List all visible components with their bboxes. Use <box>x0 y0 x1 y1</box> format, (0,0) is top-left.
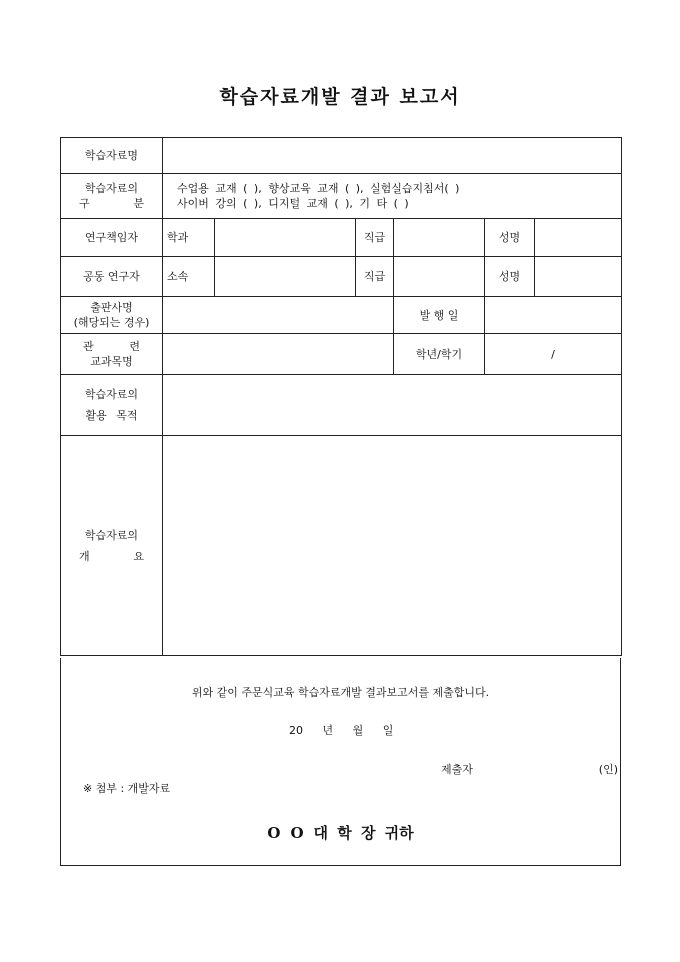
grade-semester-label: 학년/학기 <box>394 334 485 375</box>
publisher-label: 출판사명 (해당되는 경우) <box>61 297 163 334</box>
rank-field-2[interactable] <box>394 257 485 297</box>
related-course-field[interactable] <box>163 334 394 375</box>
row-material-type <box>61 174 622 219</box>
pubdate-field[interactable] <box>485 297 622 334</box>
dept-field[interactable] <box>215 219 356 257</box>
attachment-note: ※ 첨부 : 개발자료 <box>83 782 171 795</box>
purpose-field[interactable] <box>163 375 622 436</box>
row-related-course <box>61 334 622 375</box>
material-type-label-line1: 학습자료의 <box>84 182 139 195</box>
material-type-options-line2: 사이버 강의 ( ), 디지털 교재 ( ), 기 타 ( ) <box>177 197 409 210</box>
affiliation-field[interactable] <box>215 257 356 297</box>
name-field-1[interactable] <box>535 219 622 257</box>
co-researcher-label: 공동 연구자 <box>61 257 163 297</box>
lead-researcher-label: 연구책임자 <box>61 219 163 257</box>
name-field-2[interactable] <box>535 257 622 297</box>
row-purpose <box>61 375 622 436</box>
rank-field-1[interactable] <box>394 219 485 257</box>
row-summary <box>61 436 622 656</box>
related-course-label: 관 련 교과목명 <box>61 334 163 375</box>
report-form-table <box>60 137 622 656</box>
row-co-researcher <box>61 257 622 297</box>
row-lead-researcher <box>61 219 622 257</box>
addressee: O O 대 학 장 귀하 <box>267 824 414 842</box>
material-name-field[interactable] <box>163 138 622 174</box>
pubdate-label: 발 행 일 <box>394 297 485 334</box>
summary-label: 학습자료의 개 요 <box>61 436 163 656</box>
material-type-options-line1: 수업용 교재 ( ), 향상교육 교재 ( ), 실험실습지침서( ) <box>177 182 460 195</box>
dept-label: 학과 <box>163 219 215 257</box>
submitter-label: 제출자 <box>441 763 473 776</box>
submission-footer <box>60 658 621 866</box>
rank-label-2: 직급 <box>356 257 394 297</box>
material-type-label <box>61 174 163 219</box>
rank-label-1: 직급 <box>356 219 394 257</box>
affiliation-label: 소속 <box>163 257 215 297</box>
page-title: 학습자료개발 결과 보고서 <box>219 86 461 108</box>
submission-date: 20 년 월 일 <box>289 724 394 737</box>
summary-field[interactable] <box>163 436 622 656</box>
name-label-1: 성명 <box>485 219 535 257</box>
row-material-name <box>61 138 622 174</box>
submission-statement: 위와 같이 주문식교육 학습자료개발 결과보고서를 제출합니다. <box>191 686 490 699</box>
publisher-field[interactable] <box>163 297 394 334</box>
row-publisher <box>61 297 622 334</box>
purpose-label: 학습자료의 활용 목적 <box>61 375 163 436</box>
material-type-label-line2: 구 분 <box>79 197 144 210</box>
material-name-label: 학습자료명 <box>61 138 163 174</box>
material-type-options[interactable] <box>163 174 622 219</box>
grade-semester-field[interactable]: / <box>485 334 622 375</box>
seal-mark: (인) <box>598 763 618 776</box>
name-label-2: 성명 <box>485 257 535 297</box>
